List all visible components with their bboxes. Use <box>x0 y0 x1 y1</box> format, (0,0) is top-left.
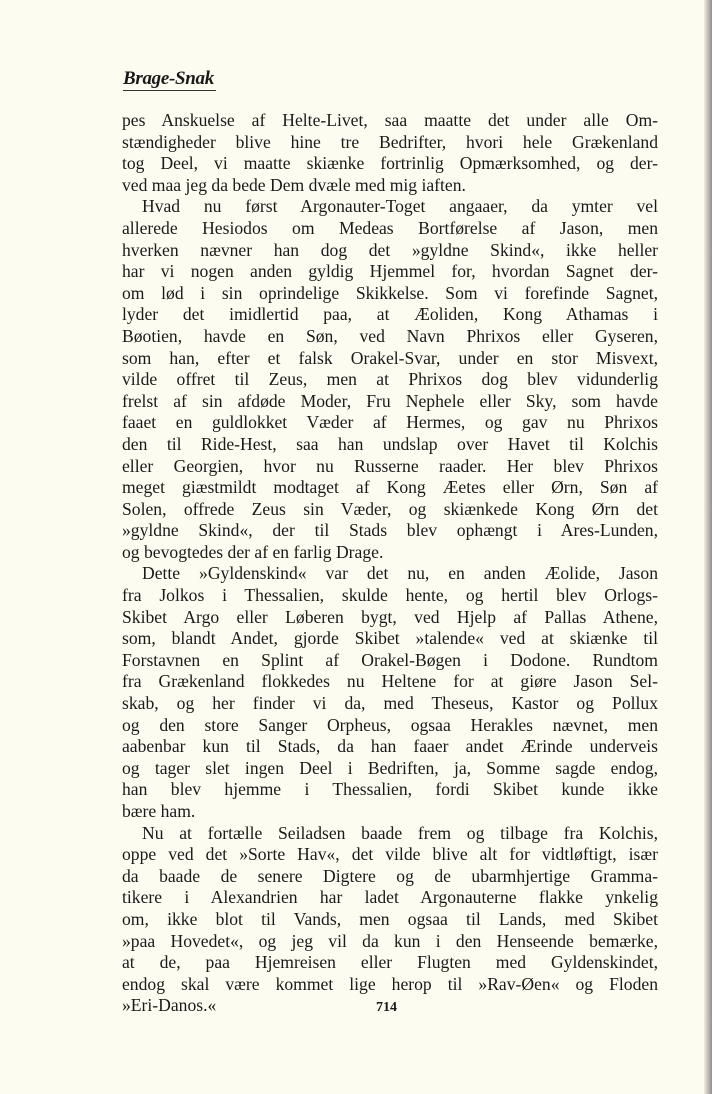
text-line: at de, paa Hjemreisen eller Flugten med Gyldenskindet, <box>122 952 658 973</box>
text-line: »Eri-Danos.« <box>122 995 217 1016</box>
text-line: faaet en guldlokket Væder af Hermes, og gav nu Phrixos <box>122 412 658 433</box>
text-line: Skibet Argo eller Løberen bygt, ved Hjelp af Pallas Athene, <box>122 606 658 627</box>
text-line: Bøotien, havde en Søn, ved Navn Phrixos eller Gyseren, <box>122 325 658 346</box>
text-line: allerede Hesiodos om Medeas Bortførelse af Jason, men <box>122 217 658 238</box>
text-line: om lød i sin oprindelige Skikkelse. Som vi forefinde Sagnet, <box>122 282 658 303</box>
text-line: da baade de senere Digtere og de ubarmhjertige Gramma- <box>122 865 658 886</box>
text-line: meget giæstmildt modtaget af Kong Æetes eller Ørn, Søn af <box>122 477 658 498</box>
text-line: eller Georgien, hvor nu Russerne raader. Her blev Phrixos <box>122 455 658 476</box>
text-line: Dette »Gyldenskind« var det nu, en anden Æolide, Jason <box>142 563 658 584</box>
text-line: og den store Sanger Orpheus, ogsaa Herakles nævnet, men <box>122 714 658 735</box>
text-line: har vi nogen anden gyldig Hjemmel for, hvordan Sagnet der- <box>122 261 658 282</box>
text-line: vilde offret til Zeus, men at Phrixos dog blev vidunderlig <box>122 369 658 390</box>
text-line: Hvad nu først Argonauter-Toget angaaer, da ymter vel <box>142 196 658 217</box>
text-line: Forstavnen en Splint af Orakel-Bøgen i Dodone. Rundtom <box>122 649 658 670</box>
text-line: »paa Hovedet«, og jeg vil da kun i den Henseende bemærke, <box>122 930 658 951</box>
text-line: stændigheder blive hine tre Bedrifter, hvori hele Grækenland <box>122 131 658 152</box>
text-line: tog Deel, vi maatte skiænke fortrinlig Opmærksomhed, og der- <box>122 153 658 174</box>
text-line: om, ikke blot til Vands, men ogsaa til Lands, med Skibet <box>122 908 658 929</box>
text-line: hverken nævner han dog det »gyldne Skind«, ikke heller <box>122 239 658 260</box>
running-head: Brage-Snak <box>123 68 214 89</box>
text-line: bære ham. <box>122 801 196 821</box>
body-text <box>122 110 658 1017</box>
text-line: og tager slet ingen Deel i Bedriften, ja, Somme sagde endog, <box>122 757 658 778</box>
text-line: pes Anskuelse af Helte-Livet, saa maatte det under alle Om- <box>122 110 658 130</box>
text-line: lyder det imidlertid paa, at Æoliden, Kong Athamas i <box>122 304 658 325</box>
text-line: den til Ride-Hest, saa han undslap over Havet til Kolchis <box>122 433 658 454</box>
text-line: som, blandt Andet, gjorde Skibet »talende« ved at skiænke til <box>122 628 658 649</box>
text-line: »gyldne Skind«, der til Stads blev ophængt i Ares-Lunden, <box>122 520 658 541</box>
text-line: frelst af sin afdøde Moder, Fru Nephele eller Sky, som havde <box>122 390 658 411</box>
text-line: som han, efter et falsk Orakel-Svar, under en stor Misvext, <box>122 347 658 368</box>
page-edge-shadow <box>704 0 712 1094</box>
text-line: skab, og her finder vi da, med Theseus, Kastor og Pollux <box>122 693 658 714</box>
text-line: fra Grækenland flokkedes nu Heltene for at giøre Jason Sel- <box>122 671 658 692</box>
page-number: 714 <box>376 1000 397 1015</box>
text-line: tikere i Alexandrien har ladet Argonauterne flakke ynkelig <box>122 887 658 908</box>
text-line: fra Jolkos i Thessalien, skulde hente, og hertil blev Orlogs- <box>122 585 658 606</box>
text-line: og bevogtedes der af en farlig Drage. <box>122 541 384 562</box>
text-line: Nu at fortælle Seiladsen baade frem og tilbage fra Kolchis, <box>142 822 658 843</box>
text-line: Solen, offrede Zeus sin Væder, og skiænkede Kong Ørn det <box>122 498 658 519</box>
text-line: han blev hjemme i Thessalien, fordi Skibet kunde ikke <box>122 779 658 800</box>
text-line: aabenbar kun til Stads, da han faaer andet Ærinde underveis <box>122 736 658 757</box>
text-line: endog skal være kommet lige herop til »Rav-Øen« og Floden <box>122 973 658 994</box>
text-line: oppe ved det »Sorte Hav«, det vilde blive alt for vidtløftigt, især <box>122 844 658 865</box>
text-line: ved maa jeg da bede Dem dvæle med mig iaften. <box>122 174 466 195</box>
